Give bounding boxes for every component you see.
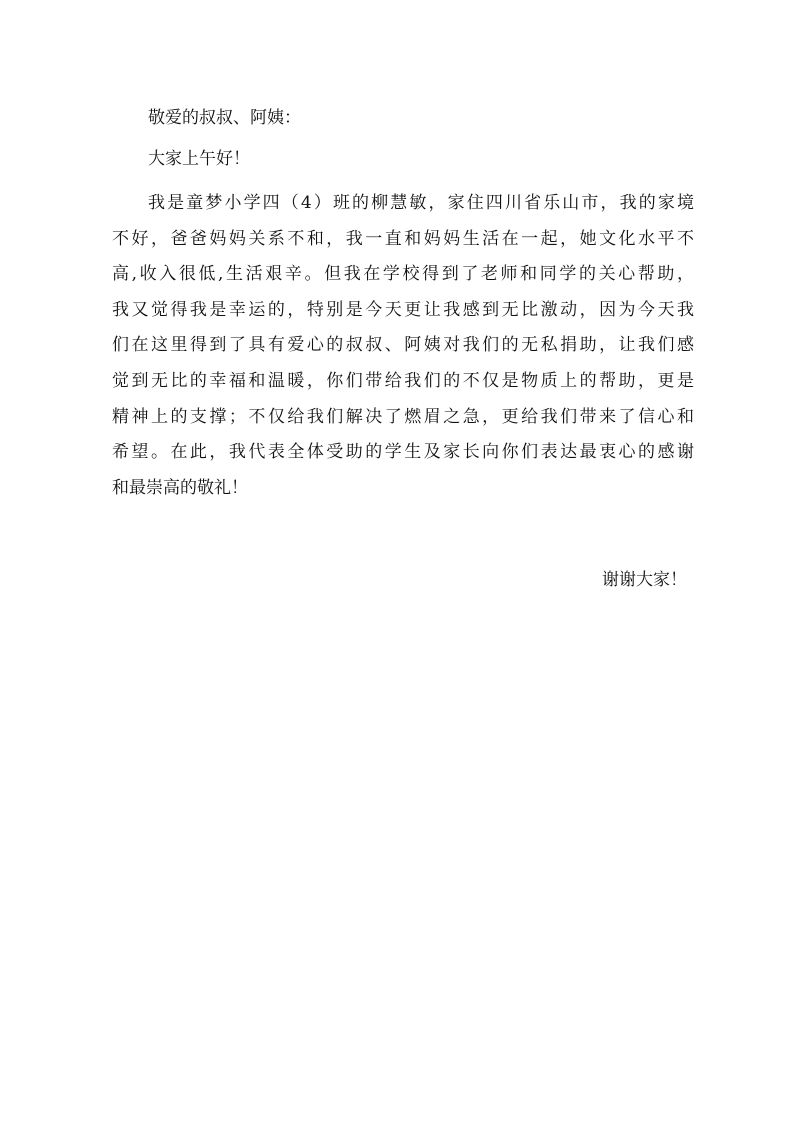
letter-greeting: 敬爱的叔叔、阿姨： bbox=[148, 108, 301, 128]
body-line: 们在这里得到了具有爱心的叔叔、阿姨对我们的无私捐助，让我们感 bbox=[112, 335, 694, 356]
body-line: 我又觉得我是幸运的，特别是今天更让我感到无比激动，因为今天我 bbox=[112, 299, 694, 320]
body-line: 觉到无比的幸福和温暖，你们带给我们的不仅是物质上的帮助，更是 bbox=[112, 370, 694, 391]
body-line: 精神上的支撑；不仅给我们解决了燃眉之急，更给我们带来了信心和 bbox=[112, 406, 694, 427]
body-line: 希望。在此，我代表全体受助的学生及家长向你们表达最衷心的感谢 bbox=[112, 442, 694, 463]
letter-closing: 谢谢大家！ bbox=[602, 570, 687, 590]
body-line: 我是童梦小学四（4）班的柳慧敏，家住四川省乐山市，我的家境 bbox=[148, 193, 694, 213]
letter-salutation: 大家上午好！ bbox=[148, 149, 250, 169]
body-line: 和最崇高的敬礼！ bbox=[112, 477, 248, 498]
letter-body bbox=[112, 186, 694, 506]
body-line: 高,收入很低,生活艰辛。但我在学校得到了老师和同学的关心帮助， bbox=[112, 264, 694, 285]
body-line: 不好，爸爸妈妈关系不和，我一直和妈妈生活在一起，她文化水平不 bbox=[112, 228, 694, 249]
